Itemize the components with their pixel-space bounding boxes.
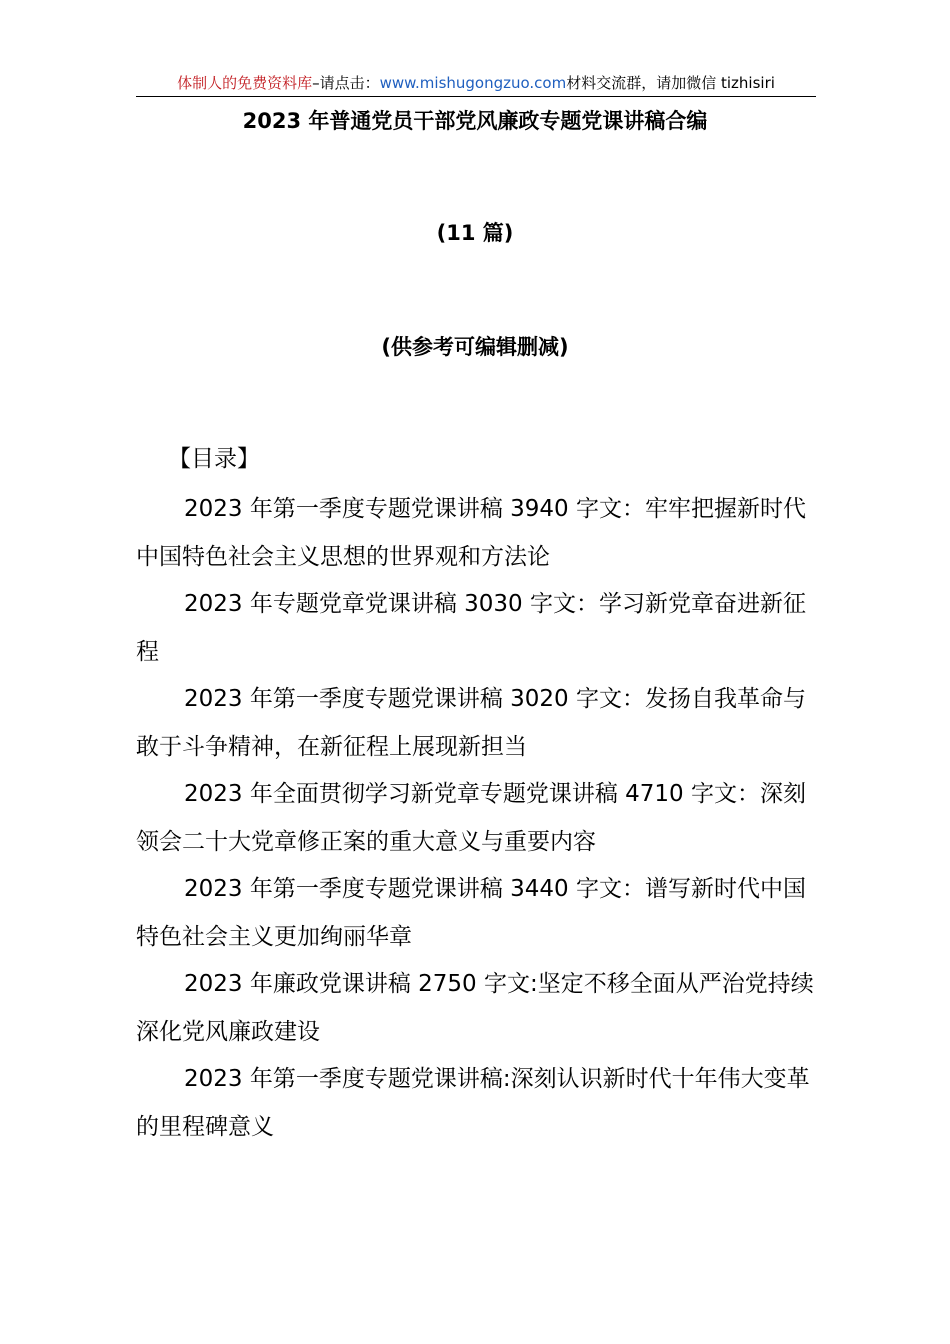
toc-item: 2023 年第一季度专题党课讲稿 3440 字文：谱写新时代中国特色社会主义更加绚丽华章 — [136, 876, 806, 950]
header-url-link[interactable]: www.mishugongzuo.com — [379, 74, 567, 92]
toc-heading: 【目录】 — [168, 446, 260, 472]
toc-item: 2023 年第一季度专题党课讲稿 3020 字文：发扬自我革命与敢于斗争精神，在新征程上展现新担当 — [136, 686, 806, 760]
toc-item: 2023 年第一季度专题党课讲稿 3940 字文：牢牢把握新时代中国特色社会主义思想的世界观和方法论 — [136, 496, 806, 570]
toc-item: 2023 年全面贯彻学习新党章专题党课讲稿 4710 字文：深刻领会二十大党章修正案的重大意义与重要内容 — [136, 781, 806, 855]
toc-item: 2023 年第一季度专题党课讲稿:深刻认识新时代十年伟大变革的里程碑意义 — [136, 1066, 810, 1140]
header-contact: 材料交流群，请加微信 tizhisiri — [566, 74, 775, 92]
document-note: (供参考可编辑删减) — [381, 335, 569, 359]
page-header — [136, 70, 816, 97]
toc-list — [136, 486, 816, 1151]
document-count: (11 篇) — [436, 221, 514, 245]
toc-item: 2023 年廉政党课讲稿 2750 字文:坚定不移全面从严治党持续深化党风廉政建设 — [136, 971, 814, 1045]
toc-item: 2023 年专题党章党课讲稿 3030 字文：学习新党章奋进新征程 — [136, 591, 806, 665]
header-site-name: 体制人的免费资料库 — [177, 74, 313, 92]
header-prompt: –请点击： — [312, 74, 380, 92]
document-title: 2023 年普通党员干部党风廉政专题党课讲稿合编 — [242, 109, 708, 133]
